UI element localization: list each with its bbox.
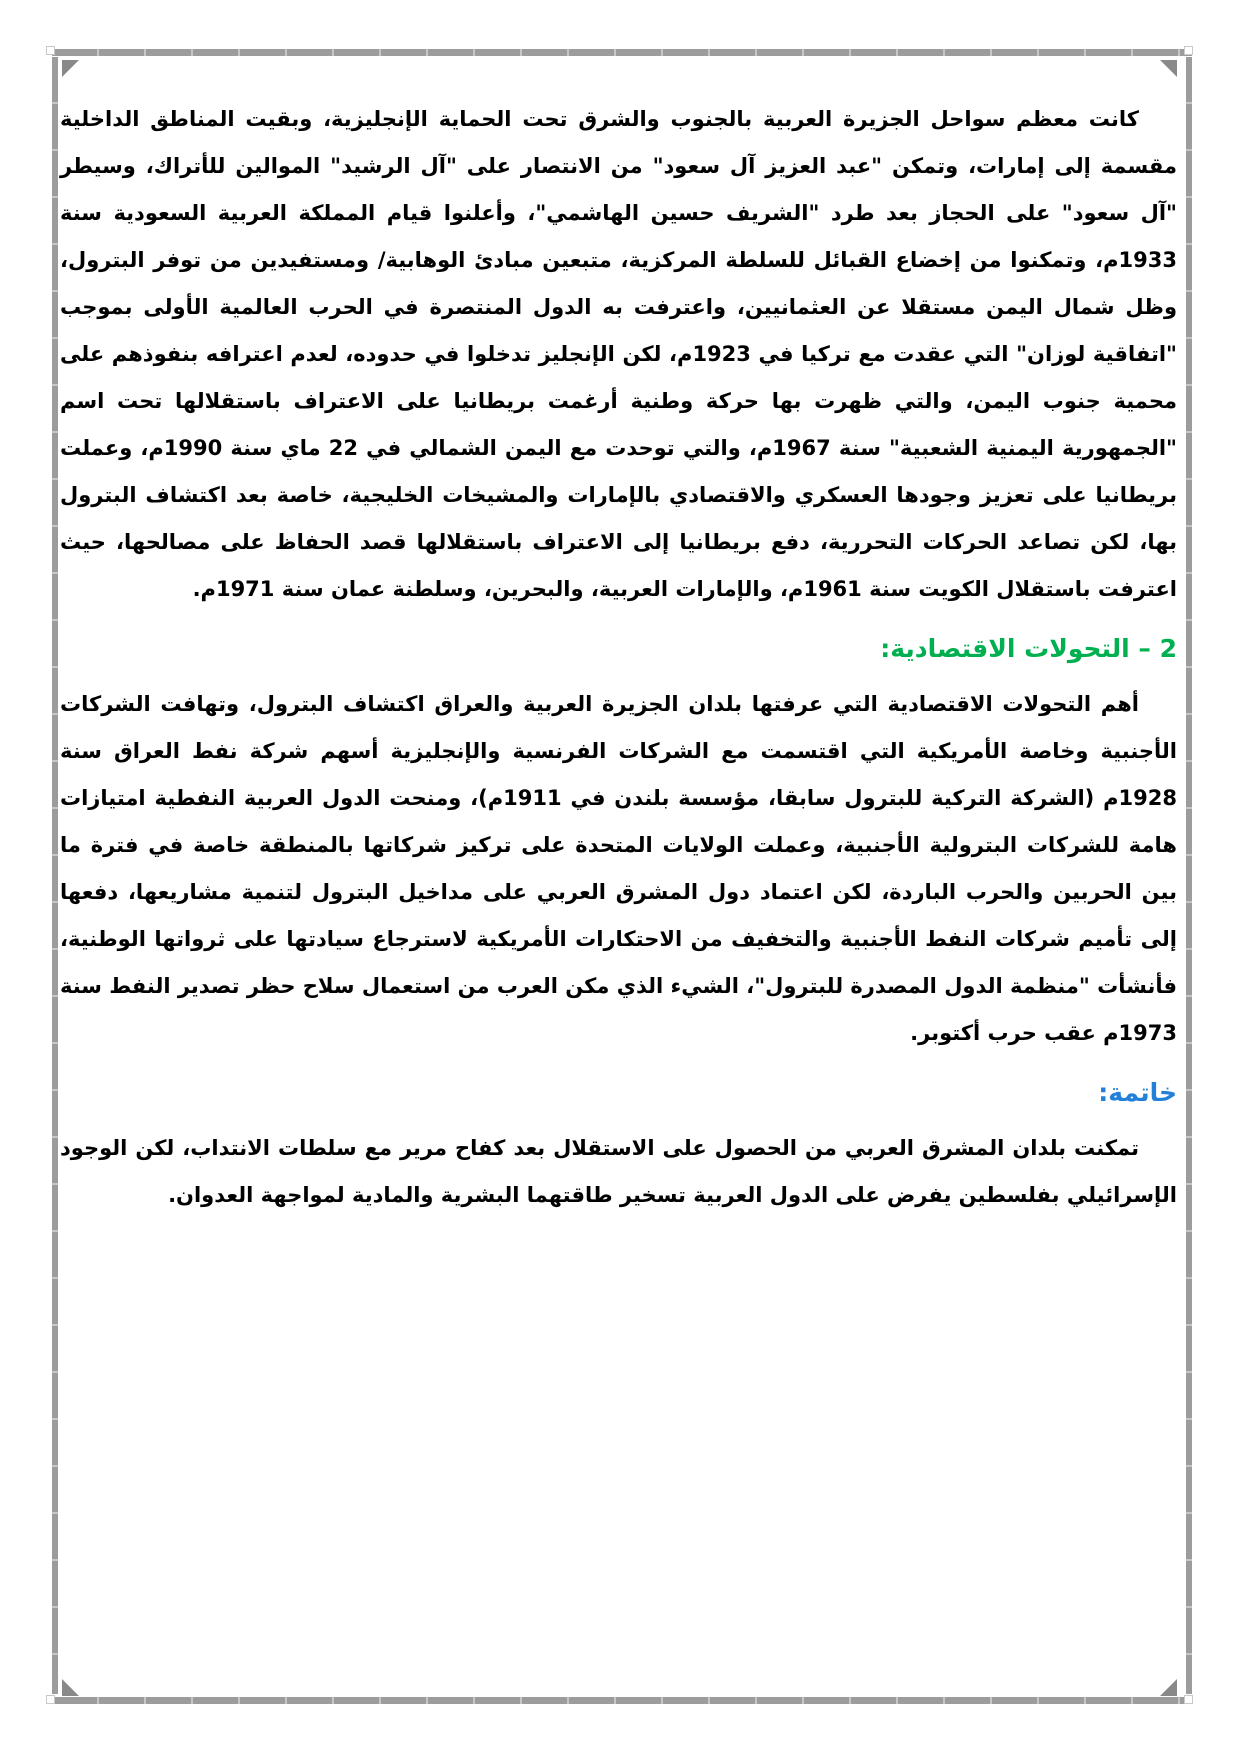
- border-corner-notch-top-left: [46, 46, 55, 55]
- heading-conclusion: خاتمة:: [1098, 1078, 1177, 1107]
- page-border-bottom: [52, 1697, 1192, 1704]
- document-content: [60, 96, 1177, 1219]
- border-corner-notch-bottom-right: [1184, 1695, 1193, 1704]
- heading-economic-transformations: 2 – التحولات الاقتصادية:: [880, 634, 1177, 663]
- border-triangle-bottom-left-icon: [62, 1679, 79, 1696]
- border-corner-notch-top-right: [1184, 46, 1193, 55]
- paragraph-economic-transformations: أهم التحولات الاقتصادية التي عرفتها بلدان الجزيرة العربية والعراق اكتشاف البترول، وتهافت الشركات الأجنبية وخاصة الأمريكية التي اقتسمت مع الشركات الفرنسية والإنجليزية أسهم شركة نفط العراق سنة 1928م (الشركة التركية للبترول سابقا، مؤسسة بلندن في 1911م)، ومنحت الدول العربية النفطية امتيازات هامة للشركات البترولية الأجنبية، وعملت الولايات المتحدة على تركيز شركاتها بالمنطقة خاصة في فترة ما بين الحربين والحرب الباردة، لكن اعتماد دول المشرق العربي على مداخيل البترول لتنمية مشاريعها، دفعها إلى تأميم شركات النفط الأجنبية والتخفيف من الاحتكارات الأمريكية لاسترجاع سيادتها على ثرواتها الوطنية، فأنشأت "منظمة الدول المصدرة للبترول"، الشيء الذي مكن العرب من استعمال سلاح حظر تصدير النفط سنة 1973م عقب حرب أكتوبر.: [60, 692, 1177, 1045]
- page-border-top: [52, 49, 1192, 56]
- page-border-left: [52, 57, 58, 1694]
- border-triangle-top-left-icon: [62, 60, 79, 77]
- paragraph-political-history: كانت معظم سواحل الجزيرة العربية بالجنوب والشرق تحت الحماية الإنجليزية، وبقيت المناطق الداخلية مقسمة إلى إمارات، وتمكن "عبد العزيز آل سعود" من الانتصار على "آل الرشيد" الموالين للأتراك، وسيطر "آل سعود" على الحجاز بعد طرد "الشريف حسين الهاشمي"، وأعلنوا قيام المملكة العربية السعودية سنة 1933م، وتمكنوا من إخضاع القبائل للسلطة المركزية، متبعين مبادئ الوهابية/ ومستفيدين من توفر البترول، وظل شمال اليمن مستقلا عن العثمانيين، واعترفت به الدول المنتصرة في الحرب العالمية الأولى بموجب "اتفاقية لوزان" التي عقدت مع تركيا في 1923م، لكن الإنجليز تدخلوا في حدوده، لعدم اعترافه بنفوذهم على محمية جنوب اليمن، والتي ظهرت بها حركة وطنية أرغمت بريطانيا على الاعتراف باستقلالها تحت اسم "الجمهورية اليمنية الشعبية" سنة 1967م، والتي توحدت مع اليمن الشمالي في 22 ماي سنة 1990م، وعملت بريطانيا على تعزيز وجودها العسكري والاقتصادي بالإمارات والمشيخات الخليجية، خاصة بعد اكتشاف البترول بها، لكن تصاعد الحركات التحررية، دفع بريطانيا إلى الاعتراف باستقلالها قصد الحفاظ على مصالحها، حيث اعترفت باستقلال الكويت سنة 1961م، والإمارات العربية، والبحرين، وسلطنة عمان سنة 1971م.: [60, 107, 1178, 601]
- paragraph-conclusion: تمكنت بلدان المشرق العربي من الحصول على الاستقلال بعد كفاح مرير مع سلطات الانتداب، لكن الوجود الإسرائيلي بفلسطين يفرض على الدول العربية تسخير طاقتهما البشرية والمادية لمواجهة العدوان.: [60, 1136, 1177, 1207]
- border-corner-notch-bottom-left: [46, 1695, 55, 1704]
- border-triangle-bottom-right-icon: [1160, 1679, 1177, 1696]
- border-triangle-top-right-icon: [1160, 60, 1177, 77]
- page-border-right: [1186, 57, 1192, 1694]
